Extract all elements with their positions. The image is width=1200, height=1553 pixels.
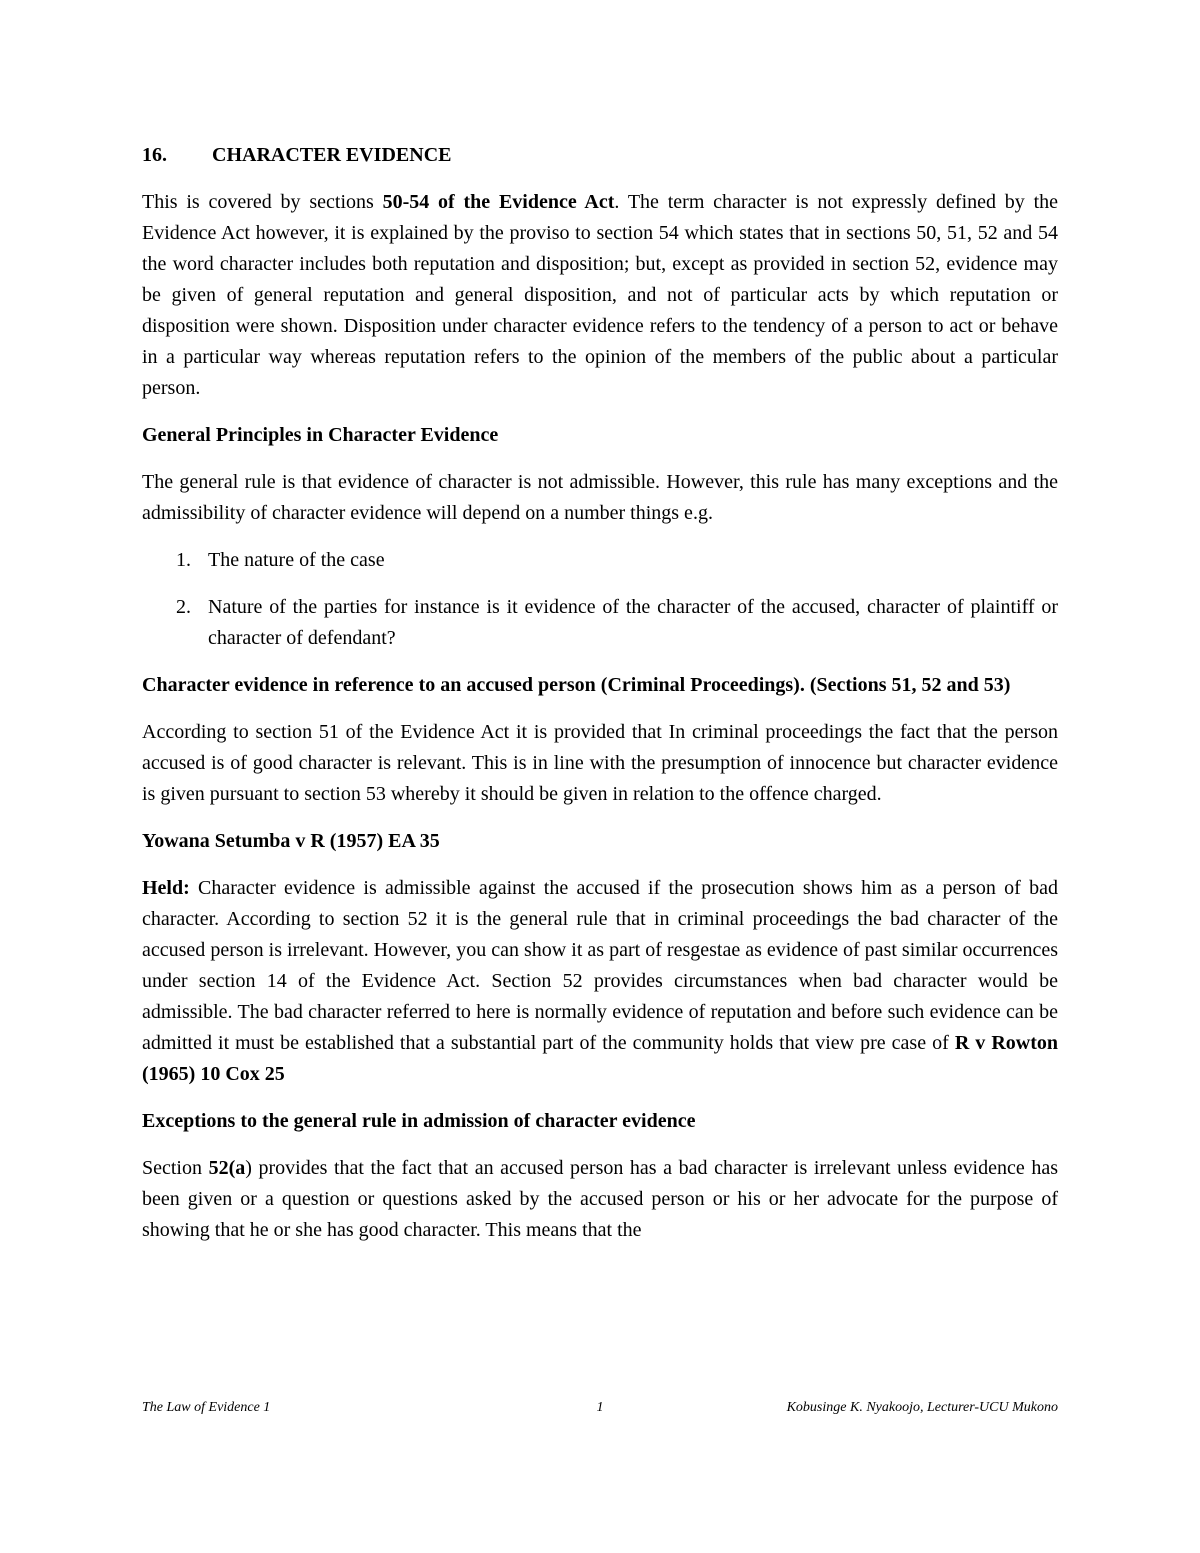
list-item-text: The nature of the case xyxy=(208,549,385,571)
section-number: 16. xyxy=(142,144,167,166)
exceptions-text-start: Section xyxy=(142,1157,209,1179)
intro-text-rest: . The term character is not expressly defined by the Evidence Act however, it is explained by the proviso to section 54 which states that in sections 50, 51, 52 and 54 the word character includes both reputation and disposition; but, except as provided in section 52, evidence may be given of general reputation and general disposition, and not of particular acts by which reputation or disposition were shown. Disposition under character evidence refers to the tendency of a person to act or behave in a particular way whereas reputation refers to the opinion of the members of the public about a particular person. xyxy=(142,191,1059,399)
list-item-text: Nature of the parties for instance is it evidence of the character of the accused, character of plaintiff or character of defendant? xyxy=(208,596,1058,649)
numbered-list xyxy=(142,545,1058,654)
list-item xyxy=(142,592,1058,654)
footer-course-title: The Law of Evidence 1 xyxy=(142,1400,271,1415)
accused-section-paragraph: According to section 51 of the Evidence Act it is provided that In criminal proceedings the fact that the person accused is of good character is relevant. This is in line with the presumption of innocence but character evidence is given pursuant to section 53 whereby it should be given in relation to the offence charged. xyxy=(142,721,1058,805)
footer-author: Kobusinge K. Nyakoojo, Lecturer-UCU Mukono xyxy=(786,1400,1058,1415)
exceptions-bold-reference: 52(a xyxy=(208,1157,246,1179)
section-heading xyxy=(142,140,1058,171)
list-item xyxy=(142,545,1058,576)
intro-bold-reference: 50-54 of the Evidence Act xyxy=(382,191,615,213)
held-label: Held: xyxy=(142,877,190,899)
page-content xyxy=(142,140,1058,1262)
intro-text-start: This is covered by sections xyxy=(142,191,383,213)
accused-section-heading: Character evidence in reference to an accused person (Criminal Proceedings). (Sections 51, 52 and 53) xyxy=(142,674,1011,696)
general-principles-heading: General Principles in Character Evidence xyxy=(142,424,499,446)
intro-paragraph xyxy=(142,187,1058,404)
exceptions-text-rest: ) provides that the fact that an accused person has a bad character is irrelevant unless evidence has been given or a question or questions asked by the accused person or his or her advocate for the purpose of showing that he or she has good character. This means that the xyxy=(142,1157,1058,1241)
footer-page-number: 1 xyxy=(596,1400,604,1415)
general-principles-paragraph: The general rule is that evidence of character is not admissible. However, this rule has many exceptions and the admissibility of character evidence will depend on a number things e.g. xyxy=(142,471,1058,524)
case-citation: R v Rowton (1965) 10 Cox 25 xyxy=(142,1032,1058,1085)
case-held-paragraph xyxy=(142,873,1058,1090)
case-heading: Yowana Setumba v R (1957) EA 35 xyxy=(142,830,440,852)
list-item-marker: 1. xyxy=(176,549,191,571)
list-item-marker: 2. xyxy=(176,596,191,618)
exceptions-paragraph xyxy=(142,1153,1058,1246)
page-footer xyxy=(142,1400,1058,1416)
section-title: CHARACTER EVIDENCE xyxy=(212,144,452,166)
held-text: Character evidence is admissible against the accused if the prosecution shows him as a person of bad character. According to section 52 it is the general rule that in criminal proceedings the bad character of the accused person is irrelevant. However, you can show it as part of resgestae as evidence of past similar occurrences under section 14 of the Evidence Act. Section 52 provides circumstances when bad character would be admissible. The bad character referred to here is normally evidence of reputation and before such evidence can be admitted it must be established that a substantial part of the community holds that view pre case of xyxy=(142,877,1058,1054)
exceptions-heading: Exceptions to the general rule in admission of character evidence xyxy=(142,1110,696,1132)
